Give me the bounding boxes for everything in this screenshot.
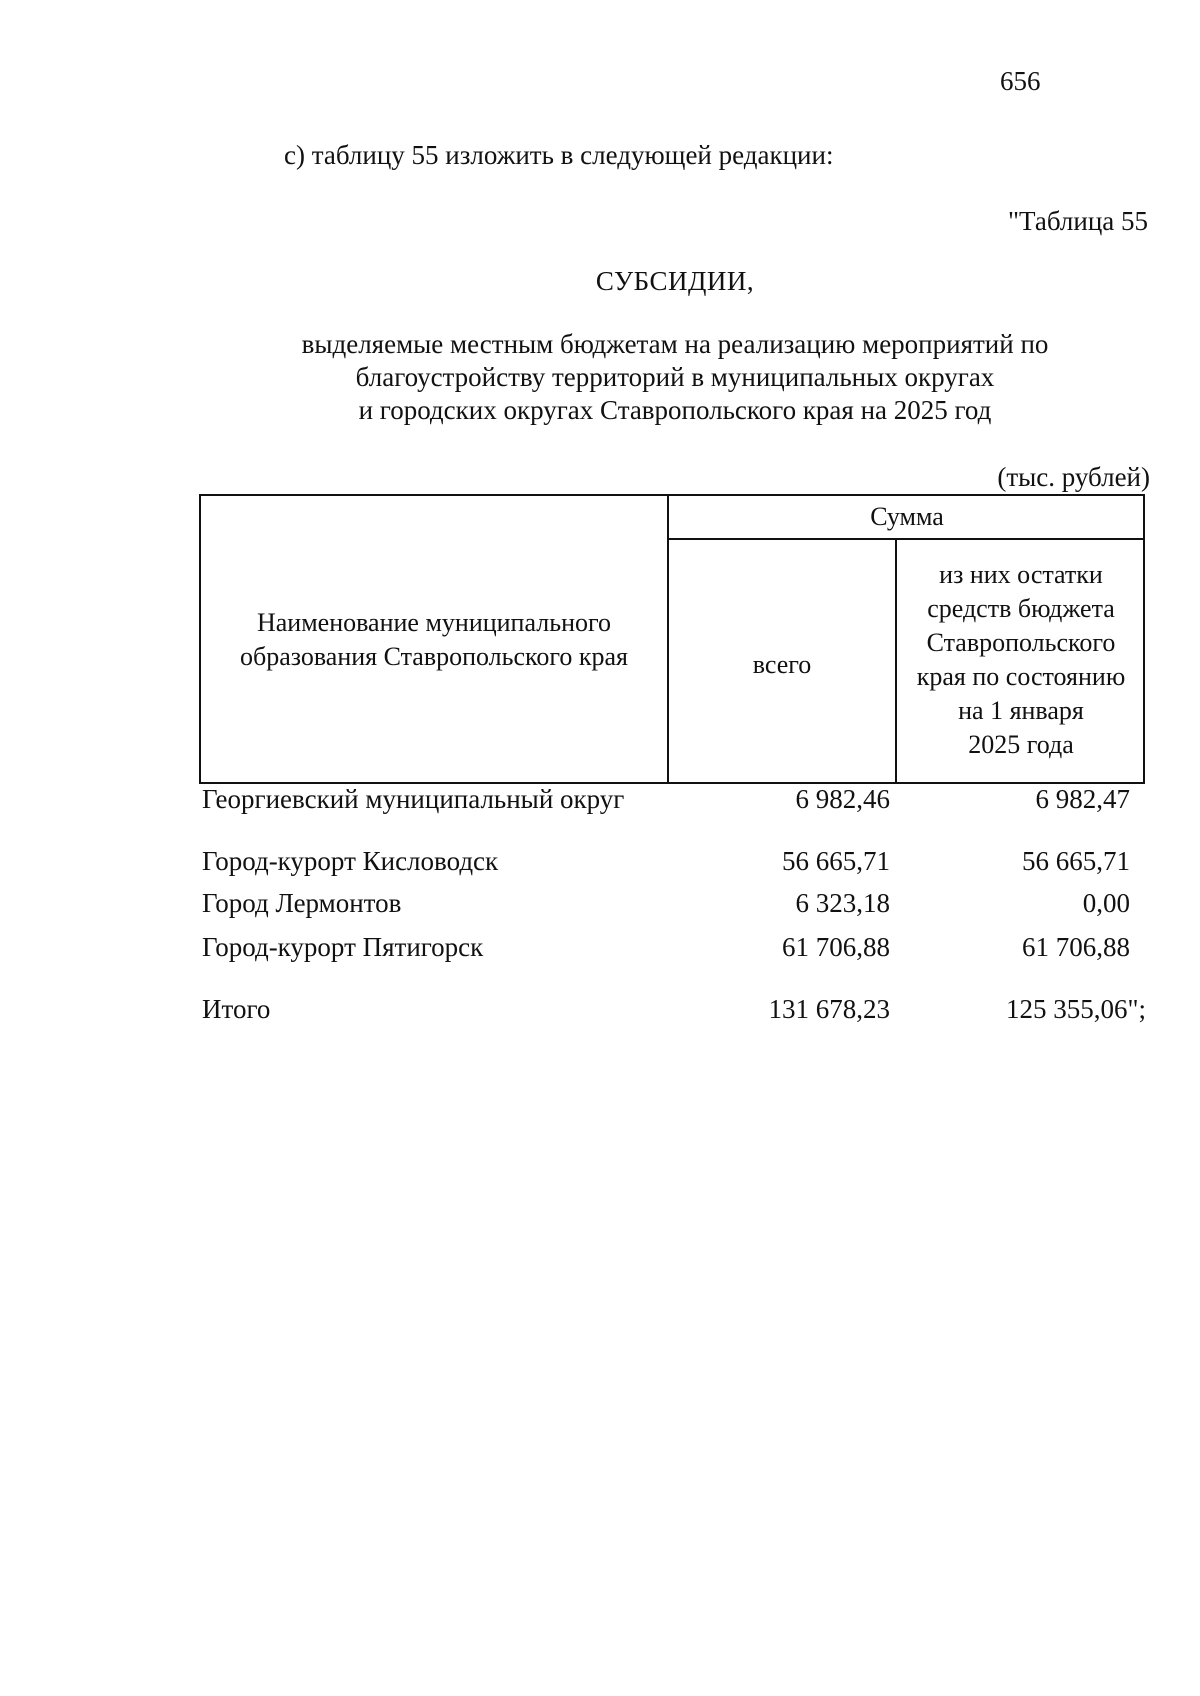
subtitle-line: благоустройству территорий в муниципальных округах [355,362,995,392]
row-name: Георгиевский муниципальный округ [202,784,625,814]
table-total-row [202,994,1146,1028]
subtitle-line: и городских округах Ставропольского края на 2025 год [358,395,992,425]
table-row [202,846,1146,880]
row-remainder: 0,00 [1082,888,1130,918]
header-divider-horizontal [667,538,1145,540]
table-header [199,494,1145,784]
document-subtitle [0,328,1200,427]
table-caption: "Таблица 55 [1008,206,1148,236]
column-header-total: всего [752,650,812,679]
table-row [202,784,1146,818]
row-name: Город-курорт Кисловодск [202,846,499,876]
table-row [202,932,1146,966]
row-total: 6 323,18 [795,888,890,918]
column-header-remainder: из них остатки средств бюджета Ставропольского края по состоянию на 1 января 2025 года [916,560,1126,759]
row-remainder: 6 982,47 [1035,784,1130,814]
total-row-remainder: 125 355,06"; [1005,994,1146,1024]
column-header-name: Наименование муниципального образования Ставропольского края [239,608,629,671]
intro-text: с) таблицу 55 изложить в следующей редакции: [284,140,834,170]
document-title: СУБСИДИИ, [595,266,755,296]
page-number: 656 [1000,66,1041,96]
row-remainder: 61 706,88 [1022,932,1130,962]
units-label: (тыс. рублей) [997,462,1150,492]
row-total: 56 665,71 [782,846,890,876]
row-remainder: 56 665,71 [1022,846,1130,876]
row-total: 6 982,46 [795,784,890,814]
total-row-label: Итого [202,994,271,1024]
subtitle-line: выделяемые местным бюджетам на реализацию мероприятий по [301,329,1049,359]
table-row [202,888,1146,922]
column-header-sum: Сумма [870,502,944,531]
total-row-total: 131 678,23 [768,994,890,1024]
row-name: Город Лермонтов [202,888,402,918]
row-name: Город-курорт Пятигорск [202,932,484,962]
row-total: 61 706,88 [782,932,890,962]
